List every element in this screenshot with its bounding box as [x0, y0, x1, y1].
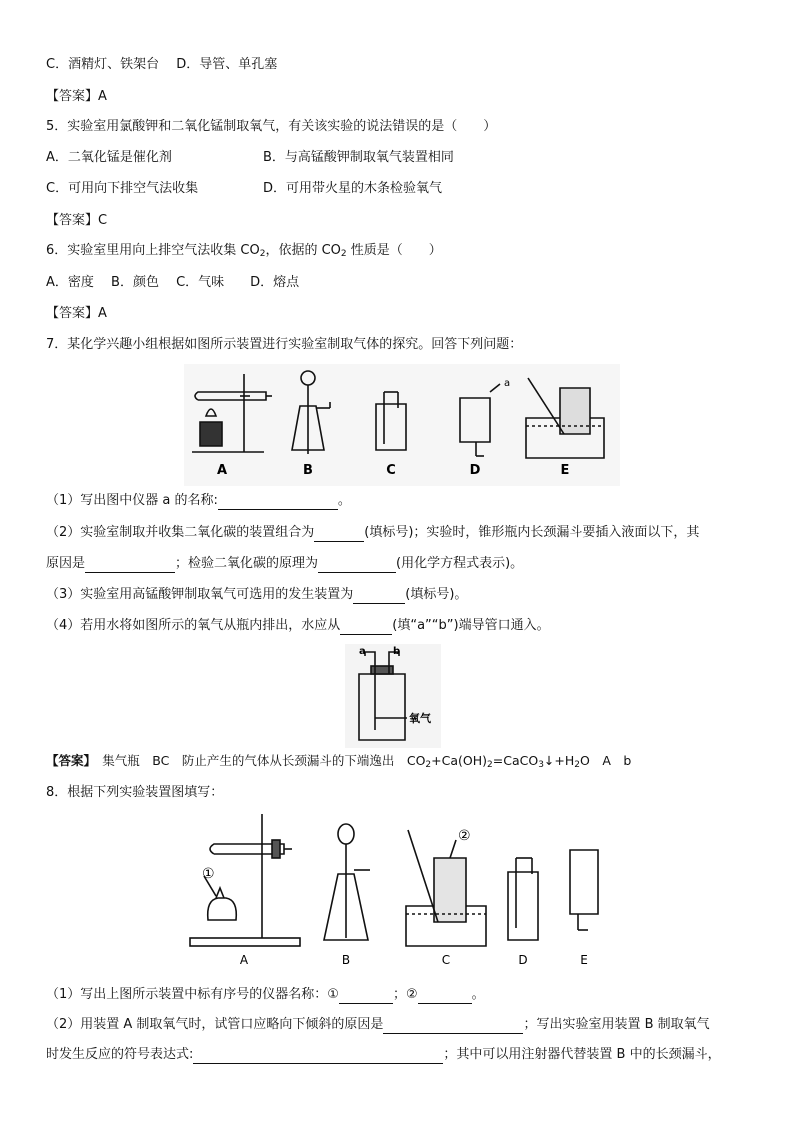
q7-part2-blank2	[85, 558, 175, 573]
q5-option-b: B．与高锰酸钾制取氧气装置相同	[263, 150, 454, 165]
q7-label-c: C	[386, 463, 396, 478]
q5-option-a: A．二氧化锰是催化剂	[46, 150, 172, 165]
q6-options: A．密度 B．颜色 C．气味 D．熔点	[46, 275, 300, 290]
q7-oxygen-bottle-figure	[345, 644, 441, 748]
q8-apparatus-e	[570, 850, 598, 930]
q8-apparatus-d	[508, 858, 538, 940]
q8-part2-line2: 时发生反应的符号表达式: ；其中可以用注射器代替装置 B 中的长颈漏斗，	[46, 1047, 721, 1062]
q7-part2-blank3	[318, 558, 396, 573]
q7-apparatus-svg	[184, 364, 620, 486]
q8-apparatus-figure	[188, 810, 612, 970]
q7-part1-blank	[218, 495, 338, 510]
q5-option-c: C．可用向下排空气法收集	[46, 181, 199, 196]
q8-apparatus-c	[406, 830, 486, 946]
q7-part1: （1）写出图中仪器 a 的名称: 。	[46, 493, 351, 508]
q8-label-b: B	[341, 953, 351, 967]
q5-answer: 【答案】C	[46, 213, 108, 228]
q4-answer: 【答案】A	[46, 89, 107, 104]
q8-part1-blank2	[418, 989, 472, 1004]
q8-label-d: D	[518, 953, 528, 967]
q8-label-e: E	[580, 953, 588, 967]
q8-label-a: A	[239, 953, 249, 967]
q8-part1-blank1	[339, 989, 393, 1004]
q8-stem: 8．根据下列实验装置图填写：	[46, 785, 224, 800]
q7-bottle-label-b: b	[393, 646, 401, 657]
q8-part2-line1: （2）用装置 A 制取氧气时，试管口应略向下倾斜的原因是 ；写出实验室用装置 B 制取氧气	[46, 1017, 710, 1032]
q8-apparatus-svg	[188, 810, 612, 970]
q7-label-small-a: a	[504, 378, 511, 389]
q8-marker-2: ②	[458, 828, 471, 844]
q8-apparatus-b	[324, 824, 370, 940]
q5-option-d: D．可用带火星的木条检验氧气	[263, 181, 443, 196]
q7-part3-blank	[353, 589, 405, 604]
q6-stem: 6．实验室里用向上排空气法收集 $CO_2$，依据的 $CO_2$ 性质是（ ）	[46, 243, 442, 259]
q8-part2-blank1	[383, 1019, 523, 1034]
q4-options-cd: C．酒精灯、铁架台 D．导管、单孔塞	[46, 57, 278, 72]
q7-part3: （3）实验室用高锰酸钾制取氧气可选用的发生装置为 (填标号)。	[46, 587, 468, 602]
q7-label-d: D	[469, 463, 481, 478]
q7-part2-line2: 原因是 ；检验二氧化碳的原理为 (用化学方程式表示)。	[46, 556, 524, 571]
q7-answer: 【答案】 集气瓶 BC 防止产生的气体从长颈漏斗的下端逸出 $CO_2+Ca(OH)_2=CaCO_3↓+H_2O$ A b	[46, 753, 632, 770]
q7-part4-blank	[340, 620, 392, 635]
q7-part4: （4）若用水将如图所示的氧气从瓶内排出，水应从 (填“a”“b”)端导管口通入。	[46, 618, 550, 633]
q7-part2-line1: （2）实验室制取并收集二氧化碳的装置组合为 (填标号)；实验时，锥形瓶内长颈漏斗要插入液面以下，其	[46, 525, 700, 540]
q8-part1: （1）写出上图所示装置中标有序号的仪器名称：① ；② 。	[46, 987, 485, 1002]
q7-label-a: A	[216, 463, 228, 478]
q6-answer: 【答案】A	[46, 306, 107, 321]
q7-bottle-label-a: a	[359, 646, 366, 657]
q7-stem: 7．某化学兴趣小组根据如图所示装置进行实验室制取气体的探究。回答下列问题：	[46, 337, 523, 352]
q7-label-e: E	[560, 463, 570, 478]
q8-part2-blank2	[193, 1049, 443, 1064]
q7-label-b: B	[303, 463, 313, 478]
q7-bottle-label-oxygen: 氧气	[409, 712, 431, 725]
q7-oxygen-bottle-svg	[345, 644, 441, 748]
q5-stem: 5．实验室用氯酸钾和二氧化锰制取氧气，有关该实验的说法错误的是（ ）	[46, 119, 497, 134]
q8-marker-1: ①	[202, 866, 215, 882]
q7-part2-blank1	[314, 527, 364, 542]
q7-apparatus-figure	[184, 364, 620, 486]
q8-label-c: C	[441, 953, 451, 967]
